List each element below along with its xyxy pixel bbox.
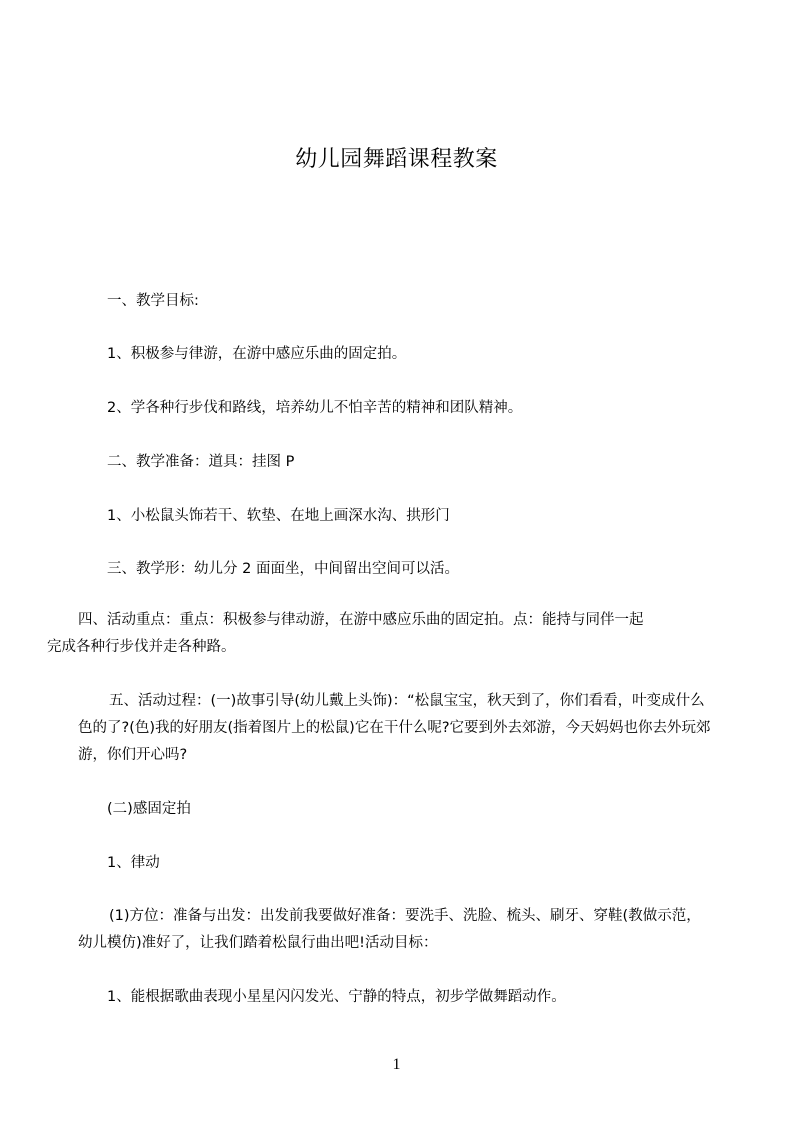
page-number: 1 xyxy=(392,1056,401,1073)
section-heading-process: 五、活动过程：(一)故事引导(幼儿戴上头饰)：“松鼠宝宝，秋天到了，你们看看，叶变成什么色的了?(色)我的好朋友(指着图片上的松鼠)它在干什么呢?它要到外去郊游，今天妈妈也你去外玩郊游，你们开心吗? xyxy=(78,693,711,763)
paragraph: 1、能根据歌曲表现小星星闪闪发光、宁静的特点，初步学做舞蹈动作。 xyxy=(107,989,566,1005)
section-heading-objectives: 一、教学目标: xyxy=(107,293,199,309)
paragraph: 1、积极参与律游，在游中感应乐曲的固定拍。 xyxy=(107,346,407,362)
section-heading-focus: 四、活动重点：重点：积极参与律动游，在游中感应乐曲的固定拍。点：能持与同伴一起完成各种行步伐并走各种路。 xyxy=(47,612,644,655)
paragraph: (1)方位：准备与出发：出发前我要做好准备：要洗手、洗脸、梳头、刷牙、穿鞋(教做示范，幼儿模仿)准好了，让我们踏着松鼠行曲出吧!活动目标： xyxy=(78,908,701,951)
section-heading-preparation: 二、教学准备：道具：挂图 P xyxy=(107,454,295,470)
subsection-heading: (二)感固定拍 xyxy=(107,801,191,817)
paragraph: 2、学各种行步伐和路线，培养幼儿不怕辛苦的精神和团队精神。 xyxy=(107,400,523,416)
document-title: 幼儿园舞蹈课程教案 xyxy=(295,147,498,172)
paragraph: 1、律动 xyxy=(107,855,160,871)
section-heading-format: 三、教学形：幼儿分 2 面面坐，中间留出空间可以活。 xyxy=(107,561,459,577)
paragraph: 1、小松鼠头饰若干、软垫、在地上画深水沟、拱形门 xyxy=(107,508,450,524)
